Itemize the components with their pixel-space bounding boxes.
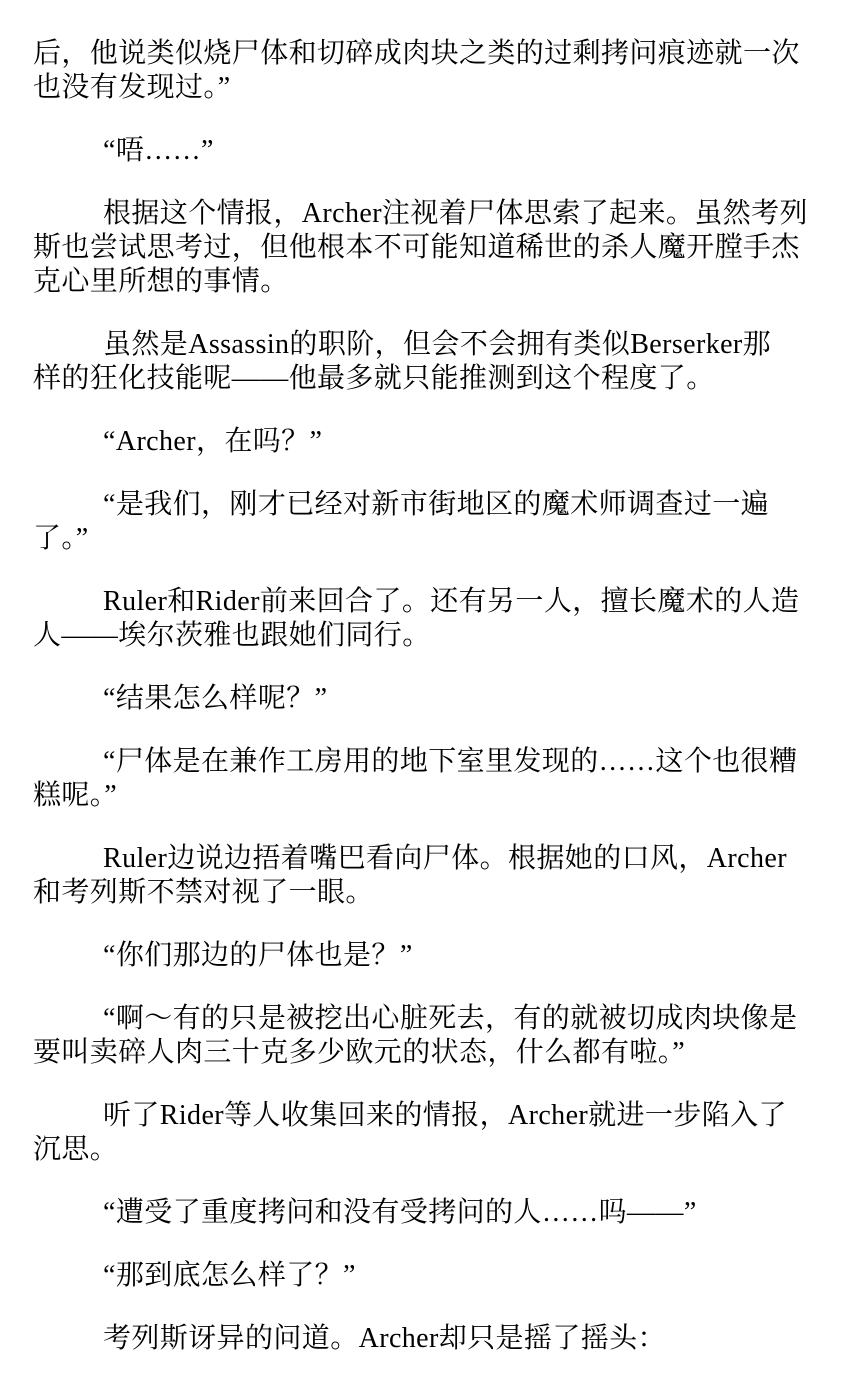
text-line: “唔……” — [103, 135, 214, 166]
text-line: 根据这个情报，Archer注视着尸体思索了起来。虽然考列 — [103, 198, 808, 229]
text-line: Ruler边说边捂着嘴巴看向尸体。根据她的口风，Archer — [103, 843, 787, 874]
dialogue-paragraph — [33, 134, 810, 168]
narration-paragraph — [33, 37, 810, 105]
text-line: 了。” — [33, 523, 89, 554]
narration-paragraph — [33, 1322, 810, 1356]
text-line: “是我们，刚才已经对新市街地区的魔术师调查过一遍 — [103, 489, 770, 520]
text-line: 沉思。 — [33, 1134, 119, 1165]
text-line: “啊～有的只是被挖出心脏死去，有的就被切成肉块像是 — [103, 1003, 798, 1034]
dialogue-paragraph — [33, 1259, 810, 1293]
text-line: 糕呢。” — [33, 780, 118, 811]
dialogue-paragraph — [33, 1196, 810, 1230]
dialogue-paragraph — [33, 488, 810, 556]
text-line: 和考列斯不禁对视了一眼。 — [33, 877, 374, 908]
text-line: “那到底怎么样了？” — [103, 1260, 356, 1291]
text-line: “你们那边的尸体也是？” — [103, 940, 413, 971]
text-line: 考列斯讶异的问道。Archer却只是摇了摇头： — [103, 1323, 666, 1354]
text-line: 样的狂化技能呢——他最多就只能推测到这个程度了。 — [33, 363, 715, 394]
narration-paragraph — [33, 842, 810, 910]
text-line: 也没有发现过。” — [33, 72, 231, 103]
text-line: Ruler和Rider前来回合了。还有另一人，擅长魔术的人造 — [103, 586, 800, 617]
text-line: “遭受了重度拷问和没有受拷问的人……吗——” — [103, 1197, 697, 1228]
text-line: “Archer，在吗？” — [103, 426, 323, 457]
dialogue-paragraph — [33, 682, 810, 716]
dialogue-paragraph — [33, 425, 810, 459]
text-line: 听了Rider等人收集回来的情报，Archer就进一步陷入了 — [103, 1100, 787, 1131]
dialogue-paragraph — [33, 745, 810, 813]
dialogue-paragraph — [33, 1002, 810, 1070]
text-line: 克心里所想的事情。 — [33, 266, 289, 297]
narration-paragraph — [33, 328, 810, 396]
dialogue-paragraph — [33, 939, 810, 973]
text-line: 斯也尝试思考过，但他根本不可能知道稀世的杀人魔开膛手杰 — [33, 232, 800, 263]
narration-paragraph — [33, 1099, 810, 1167]
text-line: 后，他说类似烧尸体和切碎成肉块之类的过剩拷问痕迹就一次 — [33, 38, 800, 69]
text-line: 人——埃尔茨雅也跟她们同行。 — [33, 620, 431, 651]
text-line: 要叫卖碎人肉三十克多少欧元的状态，什么都有啦。” — [33, 1037, 686, 1068]
text-line: “结果怎么样呢？” — [103, 683, 328, 714]
text-line: 虽然是Assassin的职阶，但会不会拥有类似Berserker那 — [103, 329, 772, 360]
text-line: “尸体是在兼作工房用的地下室里发现的……这个也很糟 — [103, 746, 798, 777]
narration-paragraph — [33, 197, 810, 299]
narration-paragraph — [33, 585, 810, 653]
